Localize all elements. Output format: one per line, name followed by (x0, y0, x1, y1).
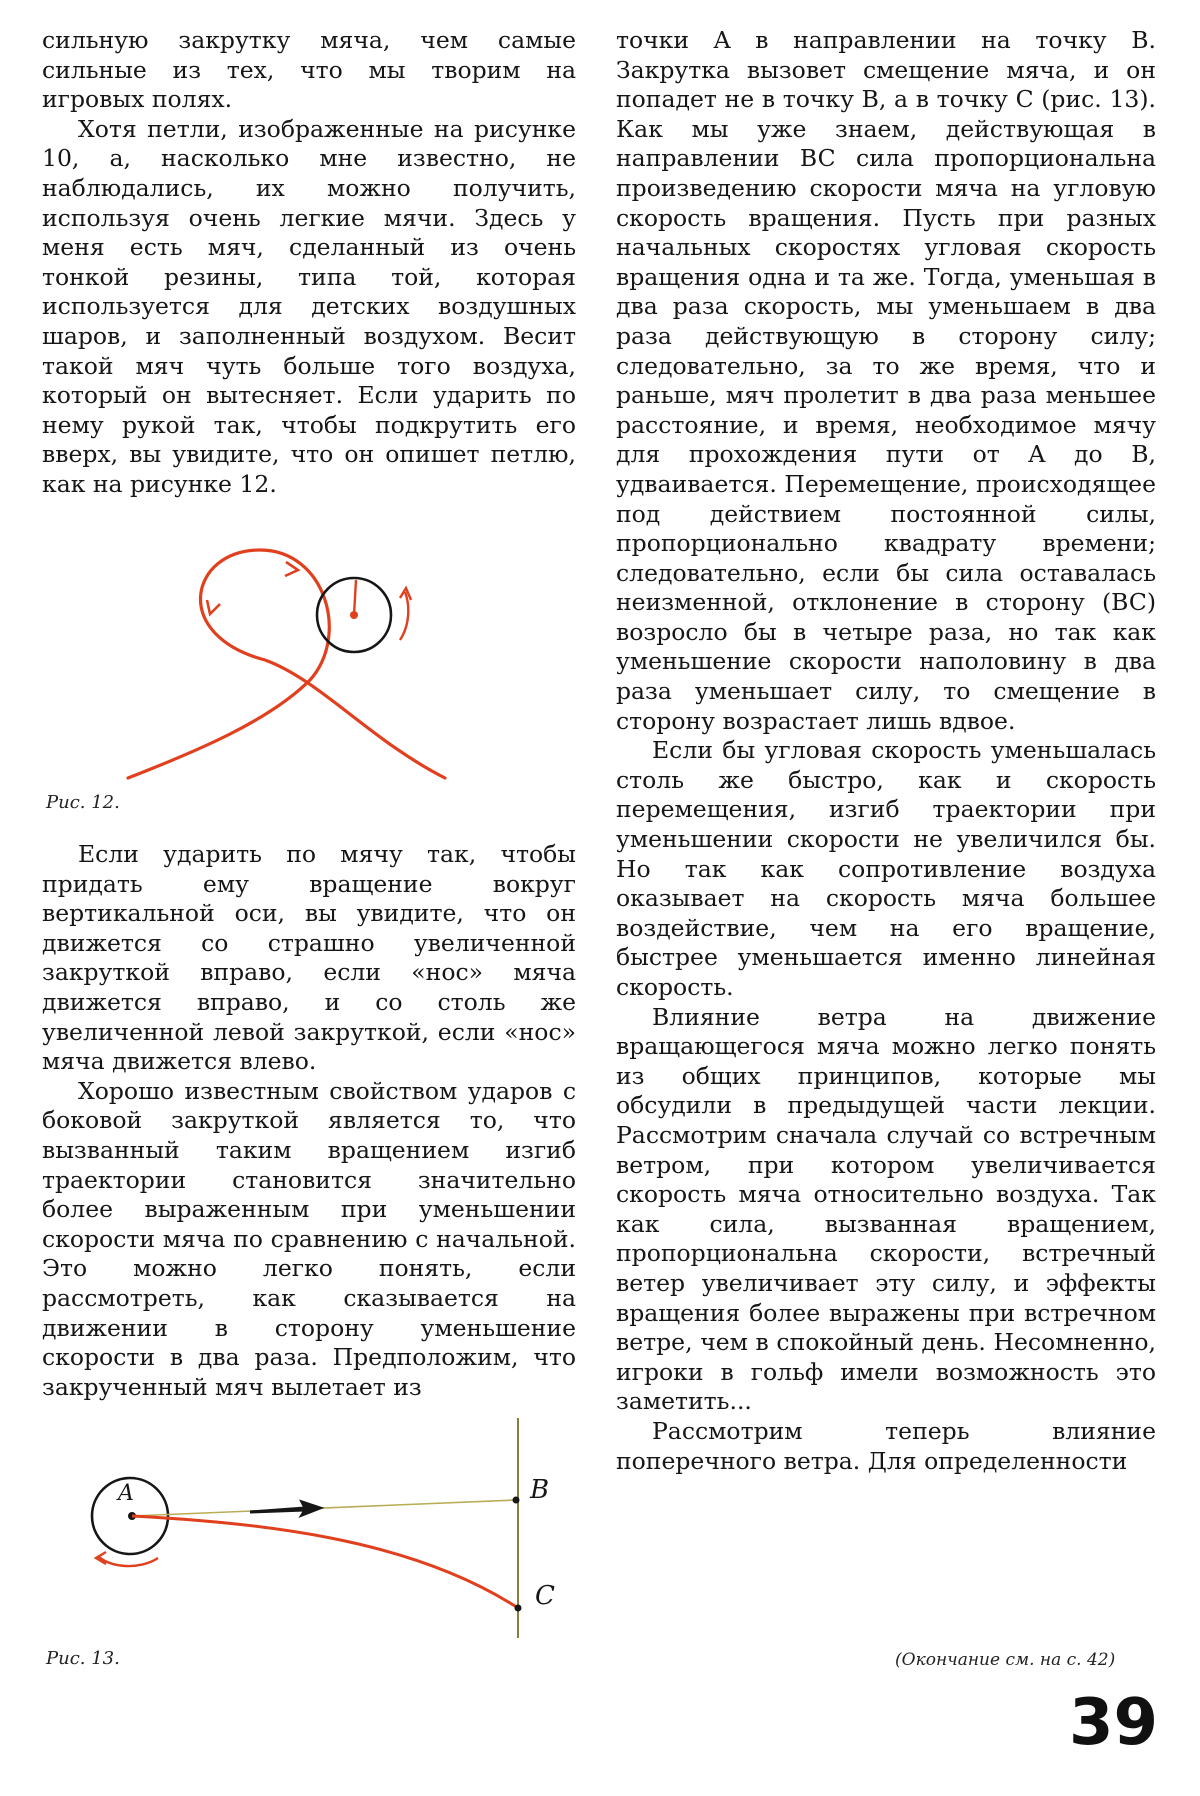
right-column (616, 26, 1156, 1476)
loop-trajectory-curve (128, 550, 445, 778)
paragraph: сильную закрутку мяча, чем самые сильные из тех, что мы творим на игровых полях. (42, 26, 576, 114)
ball-spin-line (354, 580, 356, 615)
deflected-trajectory (132, 1516, 518, 1608)
direction-arrow (250, 1502, 320, 1515)
paragraph: Хотя петли, изображенные на рисунке 10, а, насколько мне известно, не наблюдались, их можно получить, используя очень легкие мячи. Здесь у меня есть мяч, сделанный из очень тонкой резины, типа той, которая используется для детских воздушных шаров, и заполненный воздухом. Весит такой мяч чуть больше того воздуха, который он вытесняет. Если ударить по нему рукой так, чтобы подкрутить его вверх, вы увидите, что он опишет петлю, как на рисунке 12. (42, 114, 576, 498)
label-a: A (118, 1481, 134, 1506)
point-c-dot (515, 1605, 522, 1612)
paragraph: Рассмотрим теперь влияние поперечного ветра. Для определенности (616, 1416, 1156, 1475)
page-number: 39 (1068, 1686, 1158, 1760)
arrow-head-on-loop (285, 562, 298, 576)
point-b-dot (513, 1497, 520, 1504)
paragraph: Если бы угловая скорость уменьшалась столь же быстро, как и скорость перемещения, изгиб траектории при уменьшении скорости не увеличился бы. Но так как сопротивление воздуха оказывает на скорость мяча большее воздействие, чем на его вращение, быстрее уменьшается именно линейная скорость. (616, 736, 1156, 1001)
spin-arrow (400, 592, 408, 640)
figure-12-caption: Рис. 12. (46, 792, 120, 813)
left-column-bottom (42, 840, 576, 1402)
spin-arrow-bottom (98, 1556, 158, 1566)
paragraph: Хорошо известным свойством ударов с боковой закруткой является то, что вызванный таким вращением изгиб траектории становится значительно более выраженным при уменьшении скорости мяча по сравнению с начальной. Это можно легко понять, если рассмотреть, как сказывается на движении в сторону уменьшение скорости в два раза. Предположим, что закрученный мяч вылетает из (42, 1076, 576, 1401)
figure-13-caption: Рис. 13. (46, 1648, 120, 1669)
label-b: B (530, 1475, 550, 1505)
figure-12-loop-trajectory (110, 540, 480, 790)
left-column-top (42, 26, 576, 500)
paragraph: Влияние ветра на движение вращающегося мяча можно легко понять из общих принципов, которые мы обсудили в предыдущей части лекции. Рассмотрим сначала случай со встречным ветром, при котором увеличивается скорость мяча относительно воздуха. Так как сила, вызванная вращением, пропорциональна скорости, встречный ветер увеличивает эту силу, и эффекты вращения более выражены при встречном ветре, чем в спокойный день. Несомненно, игроки в гольф имели возможность это заметить... (616, 1002, 1156, 1416)
label-c: C (535, 1581, 555, 1611)
paragraph: точки A в направлении на точку B. Закрутка вызовет смещение мяча, и он попадет не в точку B, а в точку C (рис. 13). Как мы уже знаем, действующая в направлении BC сила пропорциональна произведению скорости мяча на угловую скорость вращения. Пусть при разных начальных скоростях угловая скорость вращения одна и та же. Тогда, уменьшая в два раза скорость, мы уменьшаем в два раза действующую в сторону силу; следовательно, за то же время, что и раньше, мяч пролетит в два раза меньшее расстояние, и время, необходимое мячу для прохождения пути от A до B, удваивается. Перемещение, происходящее под действием постоянной силы, пропорционально квадрату времени; следовательно, если бы сила оставалась неизменной, отклонение в сторону (BC) возросло бы в четыре раза, но так как уменьшение скорости наполовину в два раза уменьшает силу, то смещение в сторону возрастает лишь вдвое. (616, 26, 1156, 735)
paragraph: Если ударить по мячу так, чтобы придать ему вращение вокруг вертикальной оси, вы увидите, что он движется со страшно увеличенной закруткой вправо, если «нос» мяча движется вправо, и со столь же увеличенной левой закруткой, если «нос» мяча движется влево. (42, 840, 576, 1076)
figure-13-deflection-diagram (80, 1418, 580, 1638)
arrow-head-left-loop (207, 600, 220, 614)
continuation-note: (Окончание см. на с. 42) (895, 1650, 1116, 1670)
